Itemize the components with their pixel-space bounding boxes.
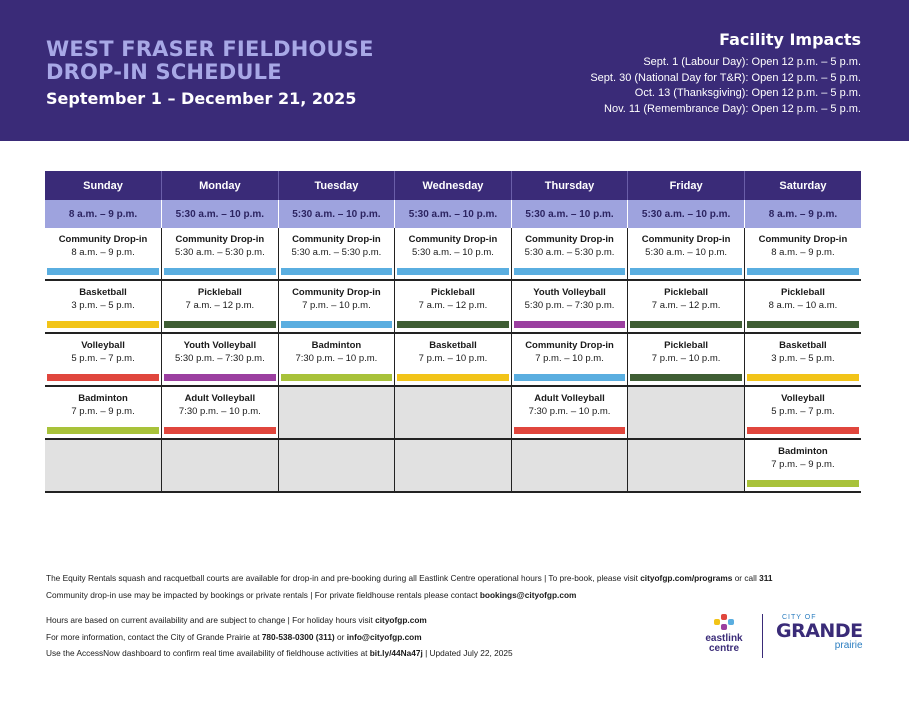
activity-slot <box>45 228 161 279</box>
activity-time: 7 a.m. – 12 p.m. <box>418 300 488 311</box>
activity-slot <box>45 387 161 438</box>
footer-line <box>46 570 773 587</box>
activity-cell <box>511 228 628 280</box>
accessnow-link[interactable]: bit.ly/44Na47j <box>369 648 423 658</box>
activity-name: Adult Volleyball <box>534 393 605 404</box>
schedule-table <box>45 171 861 493</box>
activity-name: Community Drop-in <box>758 234 848 245</box>
activity-time: 7 p.m. – 9 p.m. <box>71 406 135 417</box>
footer-line <box>46 645 513 662</box>
activity-name: Community Drop-in <box>408 234 498 245</box>
empty-slot <box>512 440 628 491</box>
activity-color-bar <box>514 268 626 275</box>
empty-slot <box>395 387 511 438</box>
eastlink-centre-logo <box>700 614 748 654</box>
footer-notes-2 <box>46 612 513 662</box>
activity-name: Community Drop-in <box>58 234 148 245</box>
activity-slot <box>512 387 628 438</box>
schedule-row <box>45 386 861 439</box>
activity-slot <box>162 334 278 385</box>
empty-cell <box>395 439 512 492</box>
activity-slot <box>745 281 861 332</box>
impact-line: Sept. 1 (Labour Day): Open 12 p.m. – 5 p.m. <box>643 56 861 68</box>
activity-cell <box>278 228 395 280</box>
day-header-friday: Friday <box>628 171 745 200</box>
activity-time: 7:30 p.m. – 10 p.m. <box>178 406 261 417</box>
activity-slot <box>745 387 861 438</box>
activity-name: Community Drop-in <box>292 234 381 245</box>
holiday-hours-link[interactable]: cityofgp.com <box>375 615 427 625</box>
activity-cell <box>395 333 512 386</box>
activity-cell <box>45 228 162 280</box>
activity-color-bar <box>514 374 626 381</box>
activity-slot <box>162 281 278 332</box>
activity-time: 7 p.m. – 10 p.m. <box>651 353 721 364</box>
activity-cell <box>744 333 861 386</box>
activity-name: Volleyball <box>81 340 125 351</box>
footer-line <box>46 629 513 646</box>
activity-name: Community Drop-in <box>175 234 265 245</box>
operating-hours: 8 a.m. – 9 p.m. <box>45 200 162 228</box>
activity-slot <box>628 281 744 332</box>
activity-name: Community Drop-in <box>292 287 381 298</box>
activity-time: 5:30 p.m. – 7:30 p.m. <box>524 300 615 311</box>
activity-name: Basketball <box>779 340 827 351</box>
page-header <box>0 0 909 141</box>
schedule-row <box>45 333 861 386</box>
activity-time: 5:30 a.m. – 10 p.m. <box>645 247 728 258</box>
activity-time: 5 p.m. – 7 p.m. <box>71 353 135 364</box>
day-header-thursday: Thursday <box>511 171 628 200</box>
impact-line: Sept. 30 (National Day for T&R): Open 12 p.m. – 5 p.m. <box>590 71 861 84</box>
schedule-row <box>45 439 861 492</box>
activity-name: Community Drop-in <box>641 234 731 245</box>
day-header-monday: Monday <box>162 171 279 200</box>
eastlink-centre-word: centre <box>708 643 739 654</box>
activity-slot <box>512 281 628 332</box>
operating-hours: 5:30 a.m. – 10 p.m. <box>395 200 512 228</box>
activity-name: Adult Volleyball <box>184 393 256 404</box>
day-header-sunday: Sunday <box>45 171 162 200</box>
activity-cell <box>628 228 745 280</box>
activity-time: 8 a.m. – 9 p.m. <box>771 247 835 258</box>
activity-cell <box>162 333 279 386</box>
activity-color-bar <box>397 321 509 328</box>
activity-slot <box>745 228 861 279</box>
gp-grande: GRANDE <box>776 620 863 642</box>
activity-slot <box>628 334 744 385</box>
activity-name: Volleyball <box>781 393 825 404</box>
activity-time: 7:30 p.m. – 10 p.m. <box>528 406 611 417</box>
activity-time: 5:30 a.m. – 5:30 p.m. <box>174 247 265 258</box>
activity-name: Pickleball <box>664 340 709 351</box>
activity-color-bar <box>747 427 859 434</box>
footer-text: Hours are based on current availability and are subject to change | For holiday hours visit <box>46 615 376 625</box>
impact-line: Oct. 13 (Thanksgiving): Open 12 p.m. – 5 p.m. <box>634 87 861 99</box>
activity-cell <box>744 386 861 439</box>
day-header-wednesday: Wednesday <box>395 171 512 200</box>
operating-hours: 5:30 a.m. – 10 p.m. <box>628 200 745 228</box>
activity-name: Badminton <box>778 446 828 457</box>
activity-slot <box>45 281 161 332</box>
activity-name: Pickleball <box>781 287 825 298</box>
activity-time: 5:30 a.m. – 5:30 p.m. <box>524 247 615 258</box>
activity-cell <box>45 280 162 333</box>
operating-hours: 8 a.m. – 9 p.m. <box>744 200 861 228</box>
empty-cell <box>278 439 395 492</box>
activity-time: 7:30 p.m. – 10 p.m. <box>295 353 378 364</box>
empty-slot <box>279 440 395 491</box>
empty-cell <box>628 439 745 492</box>
activity-slot <box>395 228 511 279</box>
empty-slot <box>628 387 744 438</box>
activity-slot <box>45 334 161 385</box>
activity-color-bar <box>164 321 276 328</box>
activity-color-bar <box>630 374 742 381</box>
empty-cell <box>511 439 628 492</box>
activity-slot <box>162 387 278 438</box>
activity-cell <box>511 280 628 333</box>
empty-cell <box>278 386 395 439</box>
activity-name: Youth Volleyball <box>183 340 257 351</box>
activity-cell <box>628 280 745 333</box>
activity-name: Pickleball <box>197 287 242 298</box>
footer-text: The Equity Rentals squash and racquetball courts are available for drop-in and pre-booking during all Eastlink Centre operational hours | To pre-book, please visit <box>46 573 641 583</box>
programs-link[interactable]: cityofgp.com/programs <box>640 573 733 583</box>
activity-cell <box>395 280 512 333</box>
activity-color-bar <box>397 268 509 275</box>
activity-time: 7 p.m. – 9 p.m. <box>771 459 835 470</box>
activity-color-bar <box>47 427 159 434</box>
activity-cell <box>278 333 395 386</box>
activity-slot <box>395 281 511 332</box>
activity-color-bar <box>514 427 626 434</box>
activity-slot <box>512 228 628 279</box>
empty-slot <box>279 387 395 438</box>
schedule-row <box>45 228 861 280</box>
activity-name: Badminton <box>78 393 128 404</box>
activity-color-bar <box>164 268 276 275</box>
activity-time: 7 p.m. – 10 p.m. <box>418 353 488 364</box>
logo-area <box>700 614 870 664</box>
activity-color-bar <box>514 321 626 328</box>
empty-cell <box>162 439 279 492</box>
activity-color-bar <box>47 321 159 328</box>
activity-color-bar <box>630 268 742 275</box>
activity-color-bar <box>747 321 859 328</box>
footer-text: or <box>334 631 347 642</box>
activity-color-bar <box>630 321 742 328</box>
facility-impacts <box>590 30 861 117</box>
activity-cell <box>45 333 162 386</box>
empty-cell <box>395 386 512 439</box>
footer-text: Use the AccessNow dashboard to confirm real time availability of fieldhouse activities at <box>46 648 370 658</box>
title-block <box>46 38 374 108</box>
day-header-saturday: Saturday <box>744 171 861 200</box>
empty-slot <box>45 440 161 491</box>
activity-name: Pickleball <box>664 287 709 298</box>
activity-color-bar <box>47 374 159 381</box>
activity-cell <box>45 386 162 439</box>
footer-text: or call <box>732 573 760 583</box>
activity-color-bar <box>747 268 859 275</box>
activity-name: Community Drop-in <box>525 234 614 245</box>
activity-slot <box>279 281 395 332</box>
activity-slot <box>279 334 395 385</box>
activity-color-bar <box>164 374 276 381</box>
activity-color-bar <box>281 374 393 381</box>
updated-date: | Updated July 22, 2025 <box>422 648 513 658</box>
activity-time: 5 p.m. – 7 p.m. <box>771 406 835 417</box>
activity-color-bar <box>747 480 859 487</box>
activity-slot <box>395 334 511 385</box>
eastlink-name: eastlink <box>705 633 743 644</box>
empty-slot <box>162 440 278 491</box>
activity-cell <box>162 386 279 439</box>
activity-slot <box>279 228 395 279</box>
activity-time: 7 a.m. – 12 p.m. <box>185 300 255 311</box>
activity-color-bar <box>164 427 276 434</box>
activity-cell <box>395 228 512 280</box>
footer-line <box>46 587 773 604</box>
activity-name: Basketball <box>429 340 477 351</box>
activity-cell <box>628 333 745 386</box>
activity-name: Youth Volleyball <box>533 287 606 298</box>
page-title-line1: WEST FRASER FIELDHOUSE <box>46 37 374 61</box>
activity-time: 8 a.m. – 9 p.m. <box>71 247 135 258</box>
activity-color-bar <box>397 374 509 381</box>
facility-impacts-title: Facility Impacts <box>719 30 861 49</box>
activity-color-bar <box>747 374 859 381</box>
activity-time: 5:30 p.m. – 7:30 p.m. <box>174 353 265 364</box>
activity-time: 5:30 a.m. – 5:30 p.m. <box>291 247 382 258</box>
activity-name: Badminton <box>311 340 362 351</box>
activity-time: 7 a.m. – 12 p.m. <box>651 300 721 311</box>
activity-slot <box>745 440 861 491</box>
activity-color-bar <box>47 268 159 275</box>
page-title-line2: DROP-IN SCHEDULE <box>46 60 282 84</box>
footer-text: For more information, contact the City of Grande Prairie at <box>46 631 262 642</box>
empty-cell <box>628 386 745 439</box>
operating-hours: 5:30 a.m. – 10 p.m. <box>278 200 395 228</box>
activity-slot <box>162 228 278 279</box>
activity-name: Basketball <box>79 287 127 298</box>
footer-notes-1 <box>46 570 773 603</box>
info-email-link[interactable]: info@cityofgp.com <box>346 631 422 642</box>
gp-prairie: prairie <box>834 640 863 651</box>
activity-time: 5:30 a.m. – 10 p.m. <box>412 247 494 258</box>
activity-time: 7 p.m. – 10 p.m. <box>535 353 604 364</box>
schedule-row <box>45 280 861 333</box>
bookings-email-link[interactable]: bookings@cityofgp.com <box>479 589 577 600</box>
activity-color-bar <box>281 321 393 328</box>
phone-311: 311 <box>759 573 773 583</box>
grande-prairie-logo <box>776 614 863 651</box>
activity-cell <box>744 280 861 333</box>
empty-cell <box>45 439 162 492</box>
day-header-row <box>45 171 861 200</box>
activity-time: 8 a.m. – 10 a.m. <box>768 300 838 311</box>
empty-slot <box>628 440 744 491</box>
activity-slot <box>628 228 744 279</box>
footer-text: Community drop-in use may be impacted by bookings or private rentals | For private fieldhouse rentals please contact <box>46 589 480 600</box>
activity-cell <box>162 228 279 280</box>
activity-cell <box>511 333 628 386</box>
operating-hours: 5:30 a.m. – 10 p.m. <box>511 200 628 228</box>
activity-cell <box>744 439 861 492</box>
logo-divider <box>762 614 763 658</box>
activity-cell <box>744 228 861 280</box>
activity-cell <box>278 280 395 333</box>
activity-name: Pickleball <box>431 287 475 298</box>
footer-line <box>46 612 513 629</box>
activity-name: Community Drop-in <box>525 340 614 351</box>
activity-time: 7 p.m. – 10 p.m. <box>302 300 371 311</box>
day-header-tuesday: Tuesday <box>278 171 395 200</box>
hours-row <box>45 200 861 228</box>
schedule-dates: September 1 – December 21, 2025 <box>46 89 357 108</box>
gp-city-of: CITY OF <box>782 614 817 621</box>
activity-cell <box>511 386 628 439</box>
activity-cell <box>162 280 279 333</box>
empty-slot <box>395 440 511 491</box>
eastlink-mark-icon <box>711 614 737 632</box>
activity-time: 3 p.m. – 5 p.m. <box>771 353 835 364</box>
operating-hours: 5:30 a.m. – 10 p.m. <box>162 200 279 228</box>
activity-slot <box>512 334 628 385</box>
activity-time: 3 p.m. – 5 p.m. <box>71 300 135 311</box>
contact-phone: 780-538-0300 (311) <box>261 631 335 642</box>
activity-slot <box>745 334 861 385</box>
impact-line: Nov. 11 (Remembrance Day): Open 12 p.m. – 5 p.m. <box>604 102 861 115</box>
activity-color-bar <box>281 268 393 275</box>
